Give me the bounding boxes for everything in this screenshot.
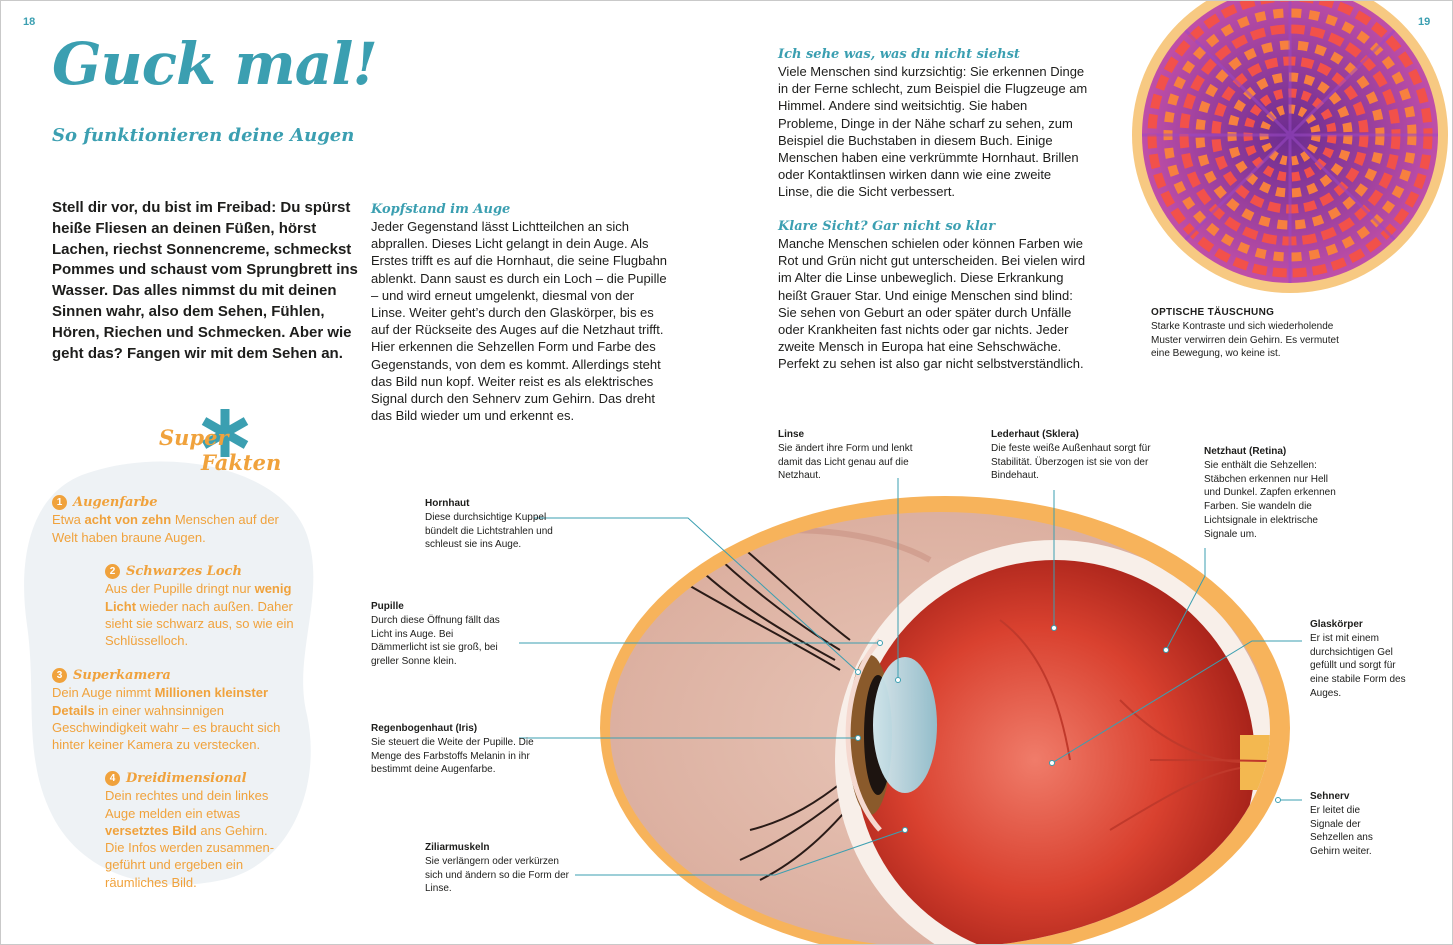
page-subtitle: So funktionieren deine Augen [52, 125, 355, 146]
label-iris: Regenbogenhaut (Iris) Sie steuert die Weite der Pupille. Die Menge des Farbstoffs Melanin in ihr bestimmt deine Augenfarbe. [371, 723, 534, 776]
label-sehnerv: Sehnerv Er leitet die Signale der Sehzellen ans Gehirn weiter. [1310, 791, 1373, 858]
page-title: Guck mal! [52, 30, 377, 98]
label-hornhaut: Hornhaut Diese durchsichtige Kuppel bündelt die Lichtstrahlen und schleust sie ins Auge. [425, 498, 553, 551]
superfakten-logo-top: Super [159, 425, 229, 450]
fact-text: Etwa acht von zehn Menschen auf der Welt haben braune Augen. [52, 512, 279, 545]
label-pupille: Pupille Durch diese Öffnung fällt das Licht ins Auge. Bei Dämmerlicht ist sie groß, bei greller Sonne klein. [371, 601, 500, 668]
section-heading: Kopfstand im Auge [371, 202, 511, 217]
label-lederhaut: Lederhaut (Sklera) Die feste weiße Außenhaut sorgt für Stabilität. Überzogen ist sie von der Bindehaut. [991, 429, 1151, 482]
fact-text: Dein rechtes und dein linkes Auge melden ein etwas versetztes Bild ans Gehirn. Die Infos werden zusammen-geführt und ergeben ein räumliches Bild. [105, 788, 275, 890]
fact-heading: Dreidimensional [126, 771, 247, 786]
fact-heading: Superkamera [73, 668, 171, 683]
fact-number-badge: 4 [105, 771, 120, 786]
section-heading: Klare Sicht? Gar nicht so klar [778, 219, 996, 234]
fact-number-badge: 1 [52, 495, 67, 510]
page-number-right: 19 [1418, 16, 1431, 28]
label-netzhaut: Netzhaut (Retina) Sie enthält die Sehzellen: Stäbchen erkennen nur Hell und Dunkel. Zapfen erkennen Farben. Sie wandeln die Lichtsignale in elektrische Signale um. [1204, 446, 1336, 540]
superfakten-logo-bottom: Fakten [201, 450, 282, 475]
section-heading: Ich sehe was, was du nicht siehst [778, 47, 1020, 62]
fact-number-badge: 2 [105, 564, 120, 579]
label-ziliarmuskeln: Ziliarmuskeln Sie verlängern oder verkürzen sich und ändern so die Form der Linse. [425, 842, 569, 895]
fact-text: Dein Auge nimmt Millionen kleinster Details in einer wahnsinnigen Geschwindigkeit wahr – es braucht sich hinter keiner Kamera zu verstecken. [52, 685, 281, 753]
illusion-caption-heading: OPTISCHE TÄUSCHUNG [1151, 307, 1275, 318]
fact-heading: Augenfarbe [73, 495, 158, 510]
fact-number-badge: 3 [52, 668, 67, 683]
label-linse: Linse Sie ändert ihre Form und lenkt damit das Licht genau auf die Netzhaut. [778, 429, 913, 482]
section-text: Manche Menschen schielen oder können Farben wie Rot und Grün nicht gut unterscheiden. Bei vielen wird im Alter die Linse unbeweglich. Diese Erkrankung heißt Grauer Star. Und einige Menschen sind blind: Sie sehen von Geburt an oder später durch Unfälle oder Krankheiten fast nichts oder gar nichts. Jeder zweite Mensch in Europa hat eine Sehschwäche. Perfekt zu sehen ist also gar nicht selbstverständlich. [778, 236, 1086, 372]
section-text: Viele Menschen sind kurzsichtig: Sie erkennen Dinge in der Ferne schlecht, zum Beispiel die Flugzeuge am Himmel. Andere sind weitsichtig. Sie haben Probleme, Dinge in der Nähe scharf zu sehen, zum Beispiel die Buchstaben in diesem Buch. Einige Menschen haben eine verkrümmte Hornhaut. Brillen oder Kontaktlinsen wirken dann wie eine zweite Linse, die die Sicht verbessert. [778, 64, 1088, 200]
fact-heading: Schwarzes Loch [126, 564, 242, 579]
fact-text: Aus der Pupille dringt nur wenig Licht wieder nach außen. Daher sieht sie schwarz aus, so wie ein Schlüsselloch. [105, 581, 294, 649]
section-text: Jeder Gegenstand lässt Lichtteilchen an sich abprallen. Dieses Licht gelangt in dein Auge. Als Erstes trifft es auf die Hornhaut, die seine Flugbahn ablenkt. Dann saust es durch ein Loch – die Pupille – und wird erneut umgelenkt, diesmal von der Linse. Weiter geht’s durch den Glaskörper, bis es auf der Rückseite des Auges auf die Netzhaut trifft. Hier erkennen die Sehzellen Form und Farbe des Gegenstands, von dem es kommt. Allerdings steht das Bild nun kopf. Weiter reist es als elektrisches Signal durch den Sehnerv zum Gehirn. Das dreht das Bild wieder um und erkennt es. [371, 219, 668, 424]
label-glaskoerper: Glaskörper Er ist mit einem durchsichtigen Gel gefüllt und sorgt für eine stabile Form des Auges. [1310, 619, 1406, 699]
intro-text: Stell dir vor, du bist im Freibad: Du spürst heiße Fliesen an deinen Füßen, hörst Lachen, riechst Sonnencreme, schmeckst Pommes und schaust vom Sprungbrett ins Wasser. Das alles nimmst du mit deinen Sinnen wahr, also dem Sehen, Fühlen, Hören, Riechen und Schmecken. Aber wie geht das? Fangen wir mit dem Sehen an. [52, 199, 358, 362]
page-number-left: 18 [23, 16, 36, 28]
illusion-caption-text: Starke Kontraste und sich wiederholende Muster verwirren dein Gehirn. Es vermutet eine Bewegung, wo keine ist. [1151, 320, 1339, 360]
